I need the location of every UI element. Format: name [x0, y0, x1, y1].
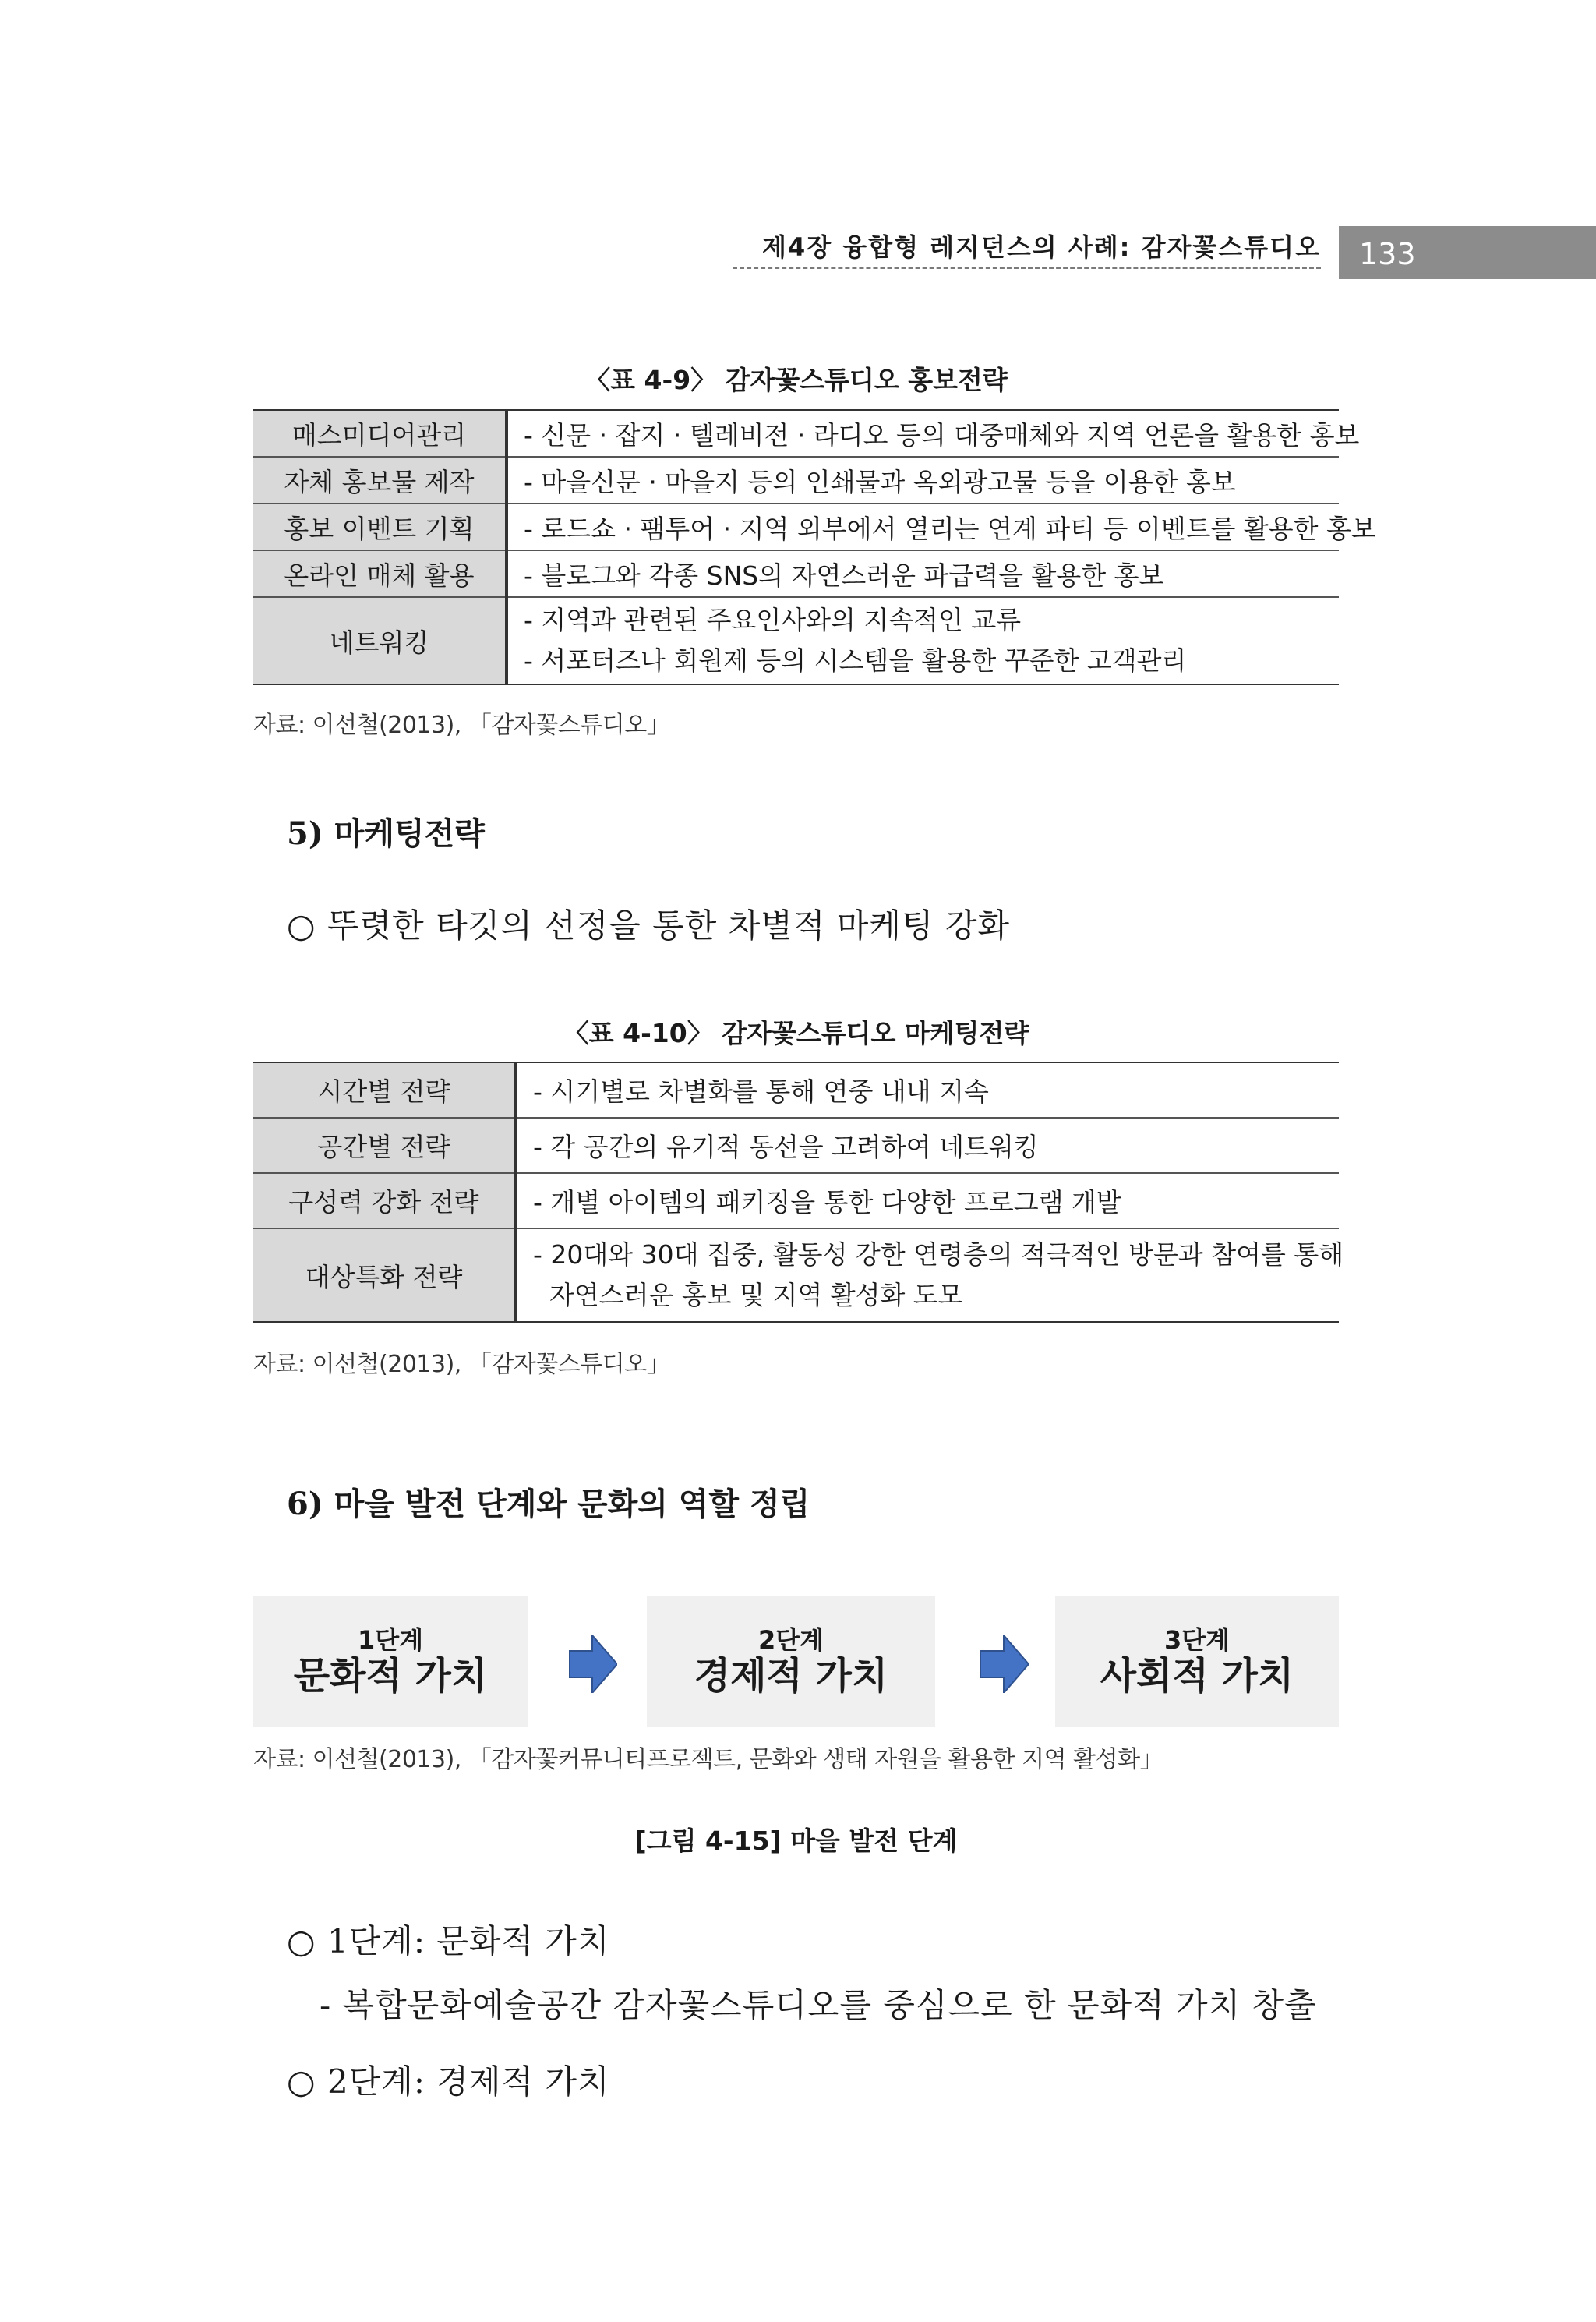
- promotion-strategy-table: [253, 409, 1376, 685]
- table-description-line: - 서포터즈나 회원제 등의 시스템을 활용한 꾸준한 고객관리: [524, 645, 1187, 676]
- table-category-cell: 온라인 매체 활용: [253, 550, 507, 597]
- stage-value-label: 사회적 가치: [1100, 1654, 1294, 1698]
- table-source: 자료: 이선철(2013), 「감자꽃스튜디오」: [253, 1351, 670, 1378]
- table-row: [253, 504, 1339, 550]
- bullet-text: ○ 1단계: 문화적 가치: [287, 1922, 610, 1960]
- table-description-line: 자연스러운 홍보 및 지역 활성화 도모: [533, 1280, 963, 1310]
- table-row: [253, 1062, 1339, 1118]
- stage-box-1: [253, 1596, 528, 1727]
- stage-value-label: 문화적 가치: [293, 1654, 488, 1698]
- bullet-text: ○ 2단계: 경제적 가치: [287, 2062, 610, 2101]
- table-description-cell: [507, 597, 1339, 684]
- right-arrow-icon: [980, 1635, 1029, 1693]
- table-description-cell: - 각 공간의 유기적 동선을 고려하여 네트워킹: [516, 1118, 1339, 1173]
- table-category-cell: 매스미디어관리: [253, 410, 507, 457]
- table-description-cell: - 개별 아이템의 패키징을 통한 다양한 프로그램 개발: [516, 1173, 1339, 1228]
- table-description-cell: - 시기별로 차별화를 통해 연중 내내 지속: [533, 1076, 989, 1107]
- stage-box-3: [1055, 1596, 1339, 1727]
- table-category-cell: 자체 홍보물 제작: [253, 457, 507, 504]
- table-category-cell: 대상특화 전략: [253, 1228, 516, 1322]
- page-number: 133: [1339, 226, 1596, 279]
- bullet-text: ○ 뚜렷한 타깃의 선정을 통한 차별적 마케팅 강화: [287, 907, 1010, 945]
- marketing-strategy-table: [253, 1062, 1344, 1323]
- figure-caption: [그림 4-15] 마을 발전 단계: [634, 1825, 958, 1856]
- table-caption: 〈표 4-10〉 감자꽃스튜디오 마케팅전략: [563, 1018, 1029, 1048]
- table-category-cell: 공간별 전략: [253, 1118, 516, 1173]
- table-category-cell: 시간별 전략: [253, 1062, 516, 1118]
- stage-step-label: 3단계: [1163, 1625, 1231, 1655]
- table-description-cell: [516, 1228, 1344, 1322]
- right-arrow-icon: [569, 1635, 617, 1693]
- table-row: [253, 1228, 1339, 1322]
- section-heading: 6) 마을 발전 단계와 문화의 역할 정립: [287, 1486, 810, 1522]
- table-description-cell: - 신문 · 잡지 · 텔레비전 · 라디오 등의 대중매체와 지역 언론을 활용한 홍보: [524, 419, 1360, 451]
- table-row: [253, 410, 1339, 457]
- section-heading: 5) 마케팅전략: [287, 815, 485, 852]
- table-category-cell: 구성력 강화 전략: [253, 1173, 516, 1228]
- table-row: [253, 457, 1339, 504]
- stage-value-label: 경제적 가치: [694, 1654, 888, 1698]
- table-description-cell: - 로드쇼 · 팸투어 · 지역 외부에서 열리는 연계 파티 등 이벤트를 활용한 홍보: [507, 504, 1339, 550]
- bullet-detail-text: - 복합문화예술공간 감자꽃스튜디오를 중심으로 한 문화적 가치 창출: [320, 1986, 1317, 2024]
- table-description-cell: - 블로그와 각종 SNS의 자연스러운 파급력을 활용한 홍보: [507, 550, 1339, 597]
- figure-source: 자료: 이선철(2013), 「감자꽃커뮤니티프로젝트, 문화와 생태 자원을 활용한 지역 활성화」: [253, 1746, 1163, 1773]
- running-header-chapter-title: 제4장 융합형 레지던스의 사례: 감자꽃스튜디오: [733, 228, 1321, 269]
- table-row: [253, 1118, 1339, 1173]
- table-description-line: - 20대와 30대 집중, 활동성 강한 연령층의 적극적인 방문과 참여를 통해: [533, 1239, 1344, 1270]
- table-description-cell: - 마을신문 · 마을지 등의 인쇄물과 옥외광고물 등을 이용한 홍보: [507, 457, 1339, 504]
- table-row: [253, 550, 1339, 597]
- table-category-cell: 홍보 이벤트 기획: [253, 504, 507, 550]
- table-source: 자료: 이선철(2013), 「감자꽃스튜디오」: [253, 712, 670, 739]
- table-row: [253, 597, 1339, 684]
- table-row: [253, 1173, 1339, 1228]
- stage-step-label: 2단계: [757, 1625, 824, 1655]
- stage-step-label: 1단계: [357, 1625, 424, 1655]
- stage-box-2: [647, 1596, 935, 1727]
- table-caption: 〈표 4-9〉 감자꽃스튜디오 홍보전략: [584, 365, 1008, 395]
- table-category-cell: 네트워킹: [253, 597, 507, 684]
- table-description-line: - 지역과 관련된 주요인사와의 지속적인 교류: [524, 605, 1022, 635]
